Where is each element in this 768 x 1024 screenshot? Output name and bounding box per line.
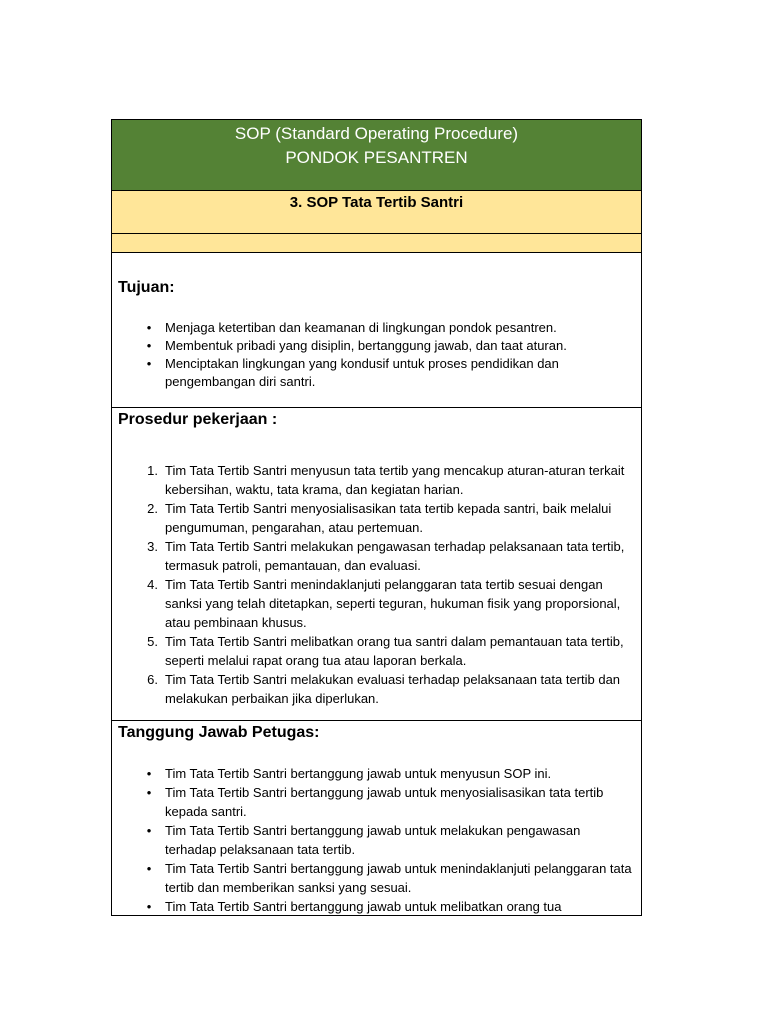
bullet-icon: • <box>146 861 152 876</box>
list-item-text: Tim Tata Tertib Santri bertanggung jawab untuk melibatkan orang tua <box>165 899 562 914</box>
list-item-text: Tim Tata Tertib Santri bertanggung jawab untuk menindaklanjuti pelanggaran tata tertib dan memberikan sanksi yang sesuai. <box>165 861 632 895</box>
bullet-icon: • <box>146 785 152 800</box>
tanggung-jawab-section <box>112 721 641 916</box>
header-title: SOP (Standard Operating Procedure) <box>234 124 519 143</box>
list-item <box>118 499 633 537</box>
section-heading: 3. SOP Tata Tertib Santri <box>112 191 641 234</box>
list-number: 2. <box>147 501 158 516</box>
list-item <box>118 821 633 859</box>
list-item <box>118 783 633 821</box>
list-item <box>118 632 633 670</box>
list-item <box>118 897 633 916</box>
prosedur-list <box>118 461 633 708</box>
list-item <box>118 355 633 391</box>
bullet-icon: • <box>146 356 152 371</box>
tujuan-section <box>112 253 641 408</box>
list-number: 1. <box>147 463 158 478</box>
list-item-text: Tim Tata Tertib Santri melibatkan orang tua santri dalam pemantauan tata tertib, seperti melalui rapat orang tua atau laporan berkala. <box>165 634 624 668</box>
tanggung-jawab-title: Tanggung Jawab Petugas: <box>118 724 320 741</box>
bullet-icon: • <box>146 766 152 781</box>
bullet-icon: • <box>146 899 152 914</box>
header-banner <box>112 120 641 191</box>
bullet-icon: • <box>146 338 152 353</box>
list-item-text: Tim Tata Tertib Santri menindaklanjuti pelanggaran tata tertib sesuai dengan sanksi yang telah ditetapkan, seperti teguran, hukuman fisik yang proporsional, atau pembinaan khusus. <box>165 577 621 630</box>
bullet-icon: • <box>146 320 152 335</box>
list-item-text: Tim Tata Tertib Santri bertanggung jawab untuk menyusun SOP ini. <box>165 766 552 781</box>
list-item <box>118 764 633 783</box>
list-item <box>118 575 633 632</box>
list-item-text: Tim Tata Tertib Santri melakukan evaluasi terhadap pelaksanaan tata tertib dan melakukan perbaikan jika diperlukan. <box>165 672 621 706</box>
list-number: 3. <box>147 539 158 554</box>
list-item <box>118 461 633 499</box>
sop-table <box>111 119 642 916</box>
list-item <box>118 319 633 337</box>
list-item-text: Tim Tata Tertib Santri bertanggung jawab untuk melakukan pengawasan terhadap pelaksanaan tata tertib. <box>165 823 581 857</box>
tujuan-list <box>118 319 633 391</box>
tanggung-jawab-list <box>118 764 633 916</box>
empty-row <box>112 234 641 253</box>
list-item <box>118 670 633 708</box>
list-item <box>118 537 633 575</box>
header-subtitle: PONDOK PESANTREN <box>285 148 468 167</box>
tujuan-title: Tujuan: <box>118 279 175 296</box>
list-item-text: Menciptakan lingkungan yang kondusif untuk proses pendidikan dan pengembangan diri santri. <box>165 356 559 389</box>
list-item-text: Membentuk pribadi yang disiplin, bertanggung jawab, dan taat aturan. <box>165 338 567 353</box>
list-number: 6. <box>147 672 158 687</box>
prosedur-section <box>112 408 641 721</box>
list-number: 5. <box>147 634 158 649</box>
list-item <box>118 859 633 897</box>
list-item-text: Tim Tata Tertib Santri bertanggung jawab untuk menyosialisasikan tata tertib kepada santri. <box>165 785 604 819</box>
list-item <box>118 337 633 355</box>
list-item-text: Tim Tata Tertib Santri melakukan pengawasan terhadap pelaksanaan tata tertib, termasuk patroli, pemantauan, dan evaluasi. <box>165 539 625 573</box>
list-number: 4. <box>147 577 158 592</box>
list-item-text: Tim Tata Tertib Santri menyosialisasikan tata tertib kepada santri, baik melalui pengumuman, pengarahan, atau pertemuan. <box>165 501 612 535</box>
list-item-text: Tim Tata Tertib Santri menyusun tata tertib yang mencakup aturan-aturan terkait kebersihan, waktu, tata krama, dan kegiatan harian. <box>165 463 625 497</box>
bullet-icon: • <box>146 823 152 838</box>
prosedur-title: Prosedur pekerjaan : <box>118 411 278 428</box>
list-item-text: Menjaga ketertiban dan keamanan di lingkungan pondok pesantren. <box>165 320 557 335</box>
